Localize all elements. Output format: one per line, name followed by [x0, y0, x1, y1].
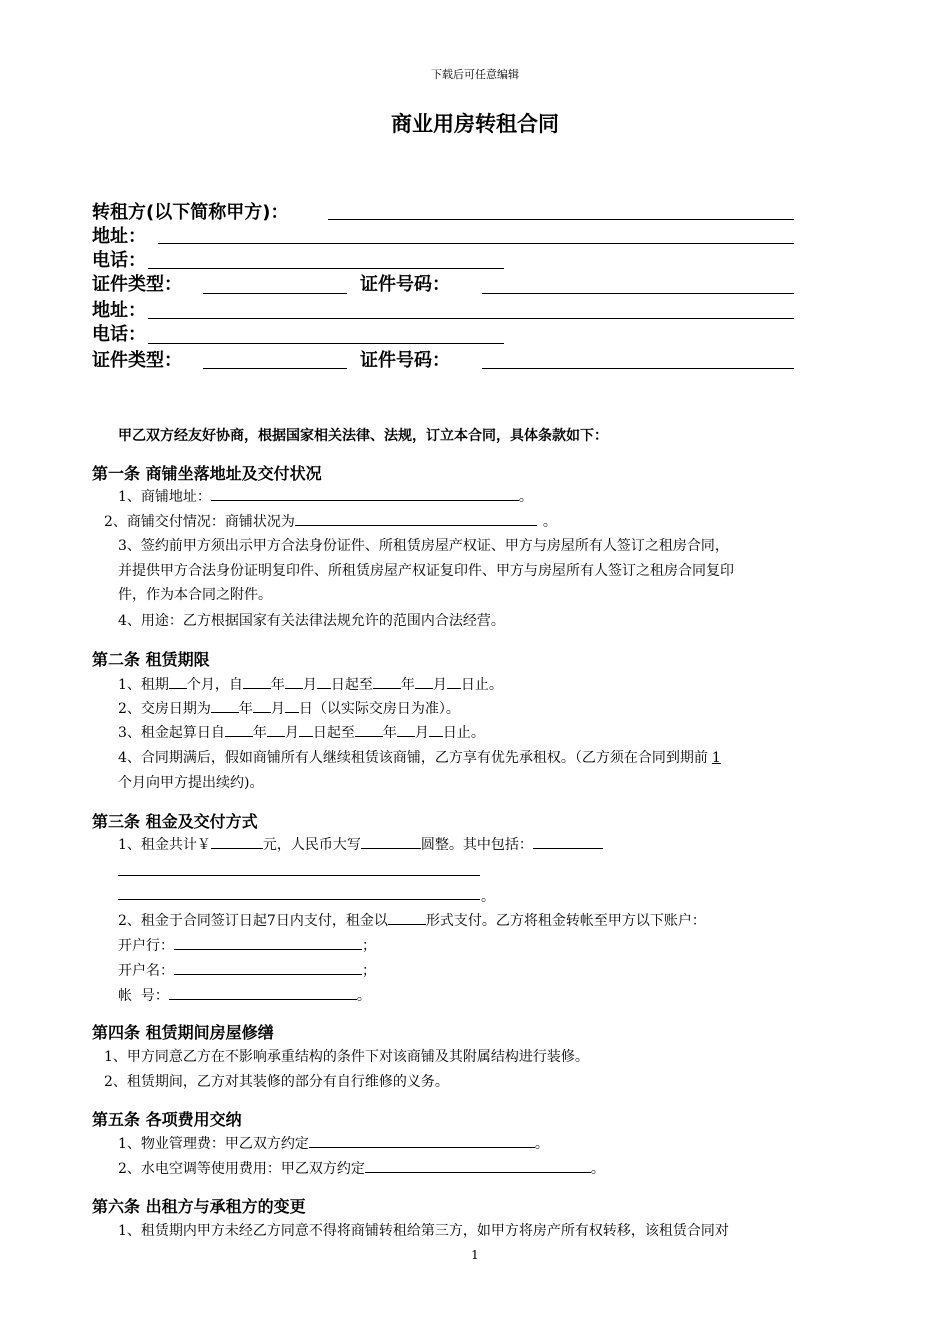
- s1-address-blank[interactable]: [211, 486, 519, 501]
- s1-item-1-end: 。: [518, 489, 533, 505]
- id-number-label-1: 证件号码：: [360, 274, 450, 295]
- s2-i4-text: 4、合同期满后，假如商铺所有人继续租赁该商铺，乙方享有优先承租权。（乙方须在合同到期前: [118, 750, 708, 766]
- s2-i1-c: 年: [270, 677, 285, 693]
- s3-account-end: 。: [356, 988, 371, 1004]
- s3-holder-end: ；: [362, 963, 376, 979]
- s5-property-fee-blank[interactable]: [309, 1133, 535, 1148]
- s1-item-3-line-3: 件，作为本合同之附件。: [118, 587, 272, 603]
- phone-label-2: 电话：: [92, 324, 146, 345]
- s2-rent-start-month-blank[interactable]: [267, 722, 285, 737]
- s2-rent-start-year-blank[interactable]: [225, 722, 253, 737]
- s1-item-1: [118, 486, 533, 506]
- id-number-line-2[interactable]: [482, 368, 794, 369]
- s1-item-3-line-1: 3、签约前甲方须出示甲方合法身份证件、所租赁房屋产权证、甲方与房屋所有人签订之租房合同，: [118, 538, 729, 554]
- s3-bank-blank[interactable]: [174, 935, 362, 950]
- s3-i1-c: 圆整。其中包括：: [420, 837, 533, 853]
- s1-item-2: [104, 511, 557, 531]
- s1-item-1-text: 1、商铺地址：: [118, 489, 211, 505]
- s2-i1-g: 月: [432, 677, 447, 693]
- s2-i2-c: 月: [270, 701, 285, 717]
- id-number-label-2: 证件号码：: [360, 350, 450, 371]
- s3-bank-label: 开户行：: [118, 938, 174, 954]
- s3-item-2: [118, 910, 706, 930]
- s3-includes-line-2[interactable]: [118, 899, 480, 900]
- s1-item-4: 4、用途：乙方根据国家有关法律法规允许的范围内合法经营。: [118, 613, 505, 629]
- s2-i1-a: 1、租期: [118, 677, 169, 693]
- id-number-line-1[interactable]: [482, 293, 794, 294]
- s5-i2-end: 。: [590, 1161, 605, 1177]
- s1-item-2-text: 2、商铺交付情况：商铺状况为: [104, 514, 295, 530]
- address-line-1[interactable]: [158, 243, 794, 244]
- phone-line-1[interactable]: [148, 268, 504, 269]
- s2-item-3: [118, 722, 485, 742]
- s3-i2-a: 2、租金于合同签订日起7日内支付，租金以: [118, 913, 388, 929]
- s2-handover-day-blank[interactable]: [285, 698, 299, 713]
- sublessor-line[interactable]: [328, 219, 794, 220]
- section-6-heading: 第六条 出租方与承租方的变更: [92, 1197, 306, 1216]
- intro-paragraph: 甲乙双方经友好协商，根据国家相关法律、法规，订立本合同，具体条款如下：: [118, 428, 608, 444]
- s2-i2-a: 2、交房日期为: [118, 701, 211, 717]
- s2-start-year-blank[interactable]: [243, 674, 271, 689]
- s3-holder-label: 开户名：: [118, 963, 174, 979]
- s5-item-1: [118, 1133, 549, 1153]
- s2-rent-end-year-blank[interactable]: [355, 722, 383, 737]
- s3-holder-blank[interactable]: [174, 960, 362, 975]
- address-label-1: 地址：: [92, 226, 146, 247]
- page-title: 商业用房转租合同: [391, 112, 559, 136]
- s4-item-2: 2、租赁期间，乙方对其装修的部分有自行维修的义务。: [104, 1074, 449, 1090]
- s2-i1-f: 年: [400, 677, 415, 693]
- s2-i1-h: 日止。: [460, 677, 503, 693]
- address-line-2[interactable]: [148, 318, 794, 319]
- id-type-label-1: 证件类型：: [92, 274, 182, 295]
- s3-payment-form-blank[interactable]: [388, 910, 426, 925]
- s3-holder-row: [118, 960, 376, 980]
- address-label-2: 地址：: [92, 300, 146, 321]
- s3-item-1: [118, 834, 603, 854]
- s4-item-1: 1、甲方同意乙方在不影响承重结构的条件下对该商铺及其附属结构进行装修。: [104, 1049, 589, 1065]
- s1-item-3-line-2: 并提供甲方合法身份证明复印件、所租赁房屋产权证复印件、甲方与房屋所有人签订之租房合同复印: [118, 563, 734, 579]
- s3-account-row: [118, 985, 371, 1005]
- header-note: 下载后可任意编辑: [431, 68, 519, 81]
- s1-item-2-end: 。: [542, 514, 557, 530]
- s6-item-1: 1、租赁期内甲方未经乙方同意不得将商铺转租给第三方，如甲方将房产所有权转移，该租赁合同对: [118, 1223, 729, 1239]
- s2-months-blank[interactable]: [169, 674, 187, 689]
- s2-handover-month-blank[interactable]: [253, 698, 271, 713]
- s2-i1-b: 个月，自: [186, 677, 243, 693]
- s2-item-4-line-2: 个月向甲方提出续约)。: [118, 775, 264, 791]
- s1-status-blank[interactable]: [295, 511, 537, 526]
- s5-utilities-blank[interactable]: [365, 1158, 591, 1173]
- s3-includes-line-1[interactable]: [118, 875, 480, 876]
- s3-item-1-end: 。: [481, 889, 495, 905]
- sublessor-label: 转租方(以下简称甲方)：: [92, 202, 289, 223]
- s2-i2-b: 年: [238, 701, 253, 717]
- s2-i3-c: 月: [284, 725, 299, 741]
- s2-item-2: [118, 698, 460, 718]
- s2-end-day-blank[interactable]: [447, 674, 461, 689]
- section-1-heading: 第一条 商铺坐落地址及交付状况: [92, 464, 322, 483]
- s5-i1-text: 1、物业管理费：甲乙双方约定: [118, 1136, 309, 1152]
- s2-start-month-blank[interactable]: [285, 674, 303, 689]
- s2-i2-d: 日（以实际交房日为准）。: [298, 701, 460, 717]
- s2-start-day-blank[interactable]: [317, 674, 331, 689]
- s2-rent-end-day-blank[interactable]: [429, 722, 443, 737]
- s5-item-2: [118, 1158, 605, 1178]
- s2-i4-months-value: 1: [711, 750, 721, 766]
- s2-i1-d: 月: [302, 677, 317, 693]
- s3-bank-end: ；: [362, 938, 376, 954]
- s3-amount-words-blank[interactable]: [361, 834, 421, 849]
- s3-bank-row: [118, 935, 376, 955]
- s2-i3-b: 年: [252, 725, 267, 741]
- id-type-line-2[interactable]: [203, 368, 347, 369]
- phone-line-2[interactable]: [148, 343, 504, 344]
- section-4-heading: 第四条 租赁期间房屋修缮: [92, 1023, 274, 1042]
- page-number: 1: [471, 1248, 479, 1262]
- s2-i3-d: 日起至: [312, 725, 355, 741]
- section-5-heading: 第五条 各项费用交纳: [92, 1110, 242, 1129]
- s2-item-1: [118, 674, 503, 694]
- phone-label-1: 电话：: [92, 250, 146, 271]
- s3-i1-a: 1、租金共计￥: [118, 837, 211, 853]
- s2-end-month-blank[interactable]: [415, 674, 433, 689]
- s2-handover-year-blank[interactable]: [211, 698, 239, 713]
- s3-account-blank[interactable]: [169, 985, 357, 1000]
- s3-i1-b: 元，人民币大写: [262, 837, 361, 853]
- s3-amount-blank[interactable]: [211, 834, 263, 849]
- section-2-heading: 第二条 租赁期限: [92, 650, 210, 669]
- s3-i2-b: 形式支付。乙方将租金转帐至甲方以下账户：: [425, 913, 706, 929]
- s2-end-year-blank[interactable]: [373, 674, 401, 689]
- s2-i1-e: 日起至: [330, 677, 373, 693]
- s2-i3-e: 年: [382, 725, 397, 741]
- id-type-label-2: 证件类型：: [92, 350, 182, 371]
- s3-includes-blank[interactable]: [533, 834, 603, 849]
- section-3-heading: 第三条 租金及交付方式: [92, 812, 258, 831]
- s2-i3-g: 日止。: [442, 725, 485, 741]
- s2-item-4-line-1: [118, 747, 721, 767]
- s5-i1-end: 。: [534, 1136, 549, 1152]
- s3-account-label: 帐 号：: [118, 988, 169, 1004]
- s2-rent-end-month-blank[interactable]: [397, 722, 415, 737]
- s2-i3-a: 3、租金起算日自: [118, 725, 225, 741]
- id-type-line-1[interactable]: [203, 293, 347, 294]
- s5-i2-text: 2、水电空调等使用费用：甲乙双方约定: [118, 1161, 365, 1177]
- s2-rent-start-day-blank[interactable]: [299, 722, 313, 737]
- s2-i3-f: 月: [414, 725, 429, 741]
